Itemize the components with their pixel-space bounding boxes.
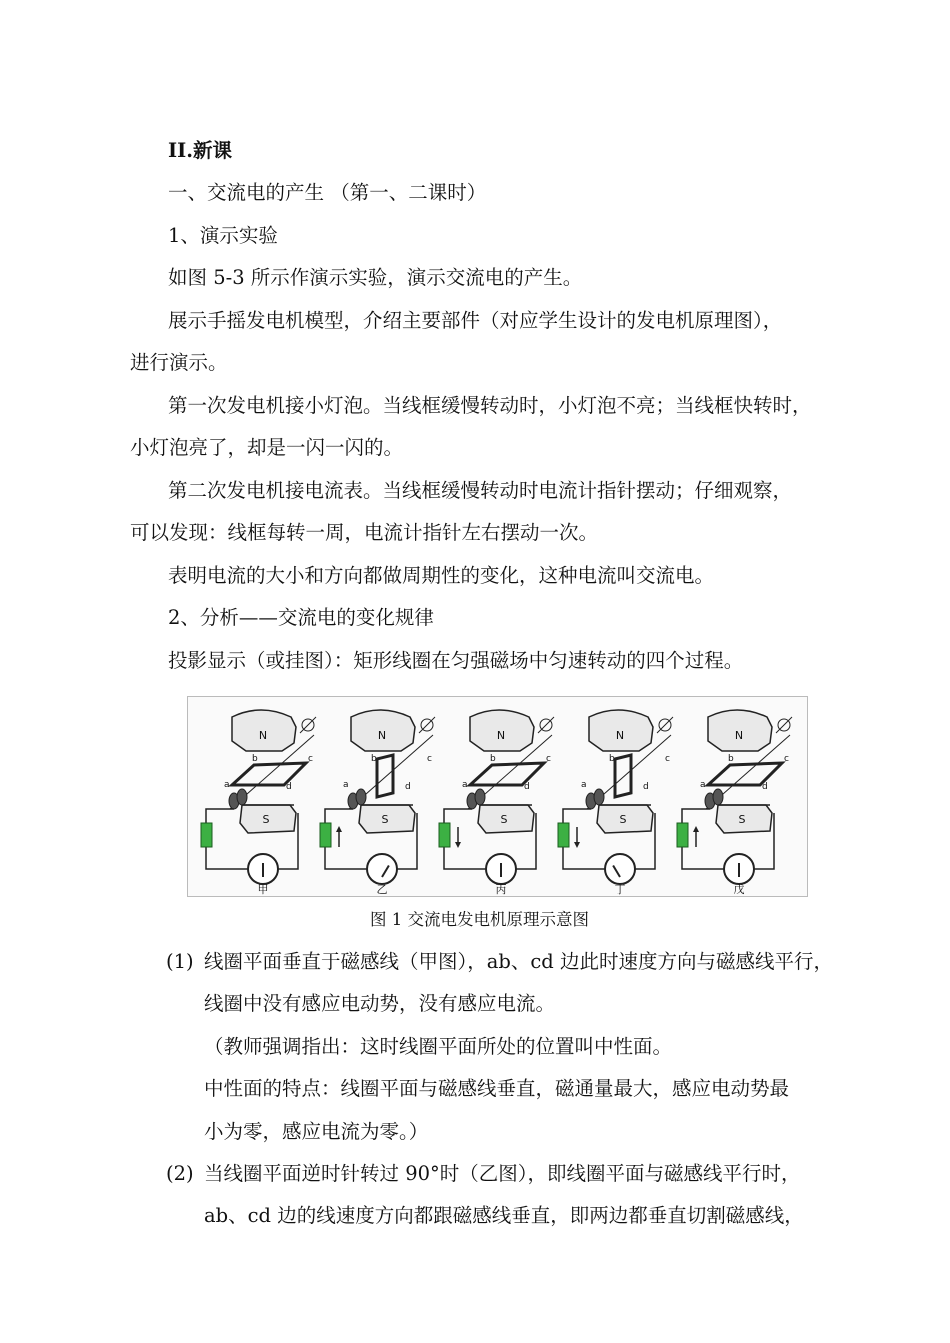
- note-line-2: 中性面的特点：线圈平面与磁感线垂直，磁通量最大，感应电动势最: [204, 1077, 790, 1100]
- coil-corner-label: d: [405, 782, 411, 792]
- slip-ring: [237, 789, 247, 805]
- slip-ring: [713, 789, 723, 805]
- paragraph-2-line-1: 展示手摇发电机模型，介绍主要部件（对应学生设计的发电机原理图），: [168, 309, 783, 332]
- paragraph-2-line-2: 进行演示。: [130, 351, 228, 374]
- generator-panel: [320, 710, 435, 896]
- paragraph-4-line-1: 第二次发电机接电流表。当线框缓慢转动时电流计指针摆动；仔细观察，: [168, 479, 793, 502]
- coil-corner-label: c: [784, 754, 789, 764]
- n-pole-label: N: [615, 729, 625, 742]
- item-1-line-1: 线圈平面垂直于磁感线（甲图），ab、cd 边此时速度方向与磁感线平行，: [204, 950, 833, 973]
- s-pole-label: S: [619, 813, 627, 826]
- paragraph-3-line-1: 第一次发电机接小灯泡。当线框缓慢转动时，小灯泡不亮；当线框快转时，: [168, 394, 812, 417]
- resistor: [677, 823, 688, 847]
- note-line-1: （教师强调指出：这时线圈平面所处的位置叫中性面。: [204, 1035, 673, 1058]
- item-1-line-2: 线圈中没有感应电动势，没有感应电流。: [204, 992, 556, 1015]
- coil-corner-label: a: [581, 780, 587, 790]
- coil-corner-label: a: [462, 780, 468, 790]
- item-2-number: (2): [166, 1162, 194, 1185]
- coil-corner-label: a: [343, 780, 349, 790]
- coil-corner-label: d: [524, 782, 530, 792]
- slip-ring: [594, 789, 604, 805]
- generator-panel: [677, 710, 792, 896]
- coil: [377, 755, 393, 797]
- n-pole-label: N: [734, 729, 744, 742]
- generator-diagram: [188, 697, 807, 896]
- coil-corner-label: b: [252, 754, 258, 764]
- coil-corner-label: c: [665, 754, 670, 764]
- n-pole-label: N: [377, 729, 387, 742]
- n-pole-label: N: [496, 729, 506, 742]
- paragraph-3-line-2: 小灯泡亮了，却是一闪一闪的。: [130, 436, 404, 459]
- ammeter: [605, 854, 635, 884]
- resistor: [320, 823, 331, 847]
- heading: II.新课: [168, 139, 233, 162]
- panel-label: 乙: [376, 883, 388, 896]
- generator-panel: [439, 710, 554, 896]
- item-2-line-1: 当线圈平面逆时针转过 90°时（乙图），即线圈平面与磁感线平行时，: [204, 1162, 801, 1185]
- figure-caption: 图 1 交流电发电机原理示意图: [370, 910, 589, 929]
- coil-corner-label: d: [286, 782, 292, 792]
- subsection-title-2: 2、分析——交流电的变化规律: [168, 606, 434, 629]
- panel-label: 戊: [733, 883, 745, 896]
- s-pole-label: S: [381, 813, 389, 826]
- paragraph-6: 投影显示（或挂图）：矩形线圈在匀强磁场中匀速转动的四个过程。: [168, 649, 744, 672]
- subsection-title-1: 1、演示实验: [168, 224, 278, 247]
- panel-label: 丁: [614, 883, 626, 896]
- coil-corner-label: b: [490, 754, 496, 764]
- coil-corner-label: a: [224, 780, 230, 790]
- n-pole-label: N: [258, 729, 268, 742]
- item-1-number: (1): [166, 950, 194, 973]
- current-arrow-head: [574, 842, 580, 848]
- current-arrow-head: [336, 826, 342, 832]
- current-arrow-head: [455, 842, 461, 848]
- resistor: [439, 823, 450, 847]
- s-pole-label: S: [738, 813, 746, 826]
- coil-corner-label: d: [643, 782, 649, 792]
- generator-panel: [558, 710, 673, 896]
- coil: [615, 755, 631, 797]
- generator-panel: [201, 710, 316, 896]
- coil-corner-label: d: [762, 782, 768, 792]
- paragraph-1: 如图 5-3 所示作演示实验，演示交流电的产生。: [168, 266, 583, 289]
- panel-label: 甲: [257, 883, 269, 896]
- s-pole-label: S: [262, 813, 270, 826]
- ammeter: [367, 854, 397, 884]
- coil-corner-label: b: [609, 754, 615, 764]
- resistor: [558, 823, 569, 847]
- current-arrow-head: [693, 826, 699, 832]
- resistor: [201, 823, 212, 847]
- coil-corner-label: c: [427, 754, 432, 764]
- paragraph-4-line-2: 可以发现：线框每转一周，电流计指针左右摆动一次。: [130, 521, 599, 544]
- section-title: 一、交流电的产生 （第一、二课时）: [168, 181, 487, 204]
- coil-corner-label: b: [728, 754, 734, 764]
- coil-corner-label: c: [308, 754, 313, 764]
- item-2-line-2: ab、cd 边的线速度方向都跟磁感线垂直，即两边都垂直切割磁感线，: [204, 1204, 804, 1227]
- coil-corner-label: a: [700, 780, 706, 790]
- panel-label: 丙: [495, 883, 507, 896]
- note-line-3: 小为零，感应电流为零。）: [204, 1120, 429, 1143]
- coil-corner-label: c: [546, 754, 551, 764]
- s-pole-label: S: [500, 813, 508, 826]
- paragraph-5: 表明电流的大小和方向都做周期性的变化，这种电流叫交流电。: [168, 564, 715, 587]
- slip-ring: [475, 789, 485, 805]
- slip-ring: [356, 789, 366, 805]
- coil-corner-label: b: [371, 754, 377, 764]
- generator-figure: [187, 696, 808, 897]
